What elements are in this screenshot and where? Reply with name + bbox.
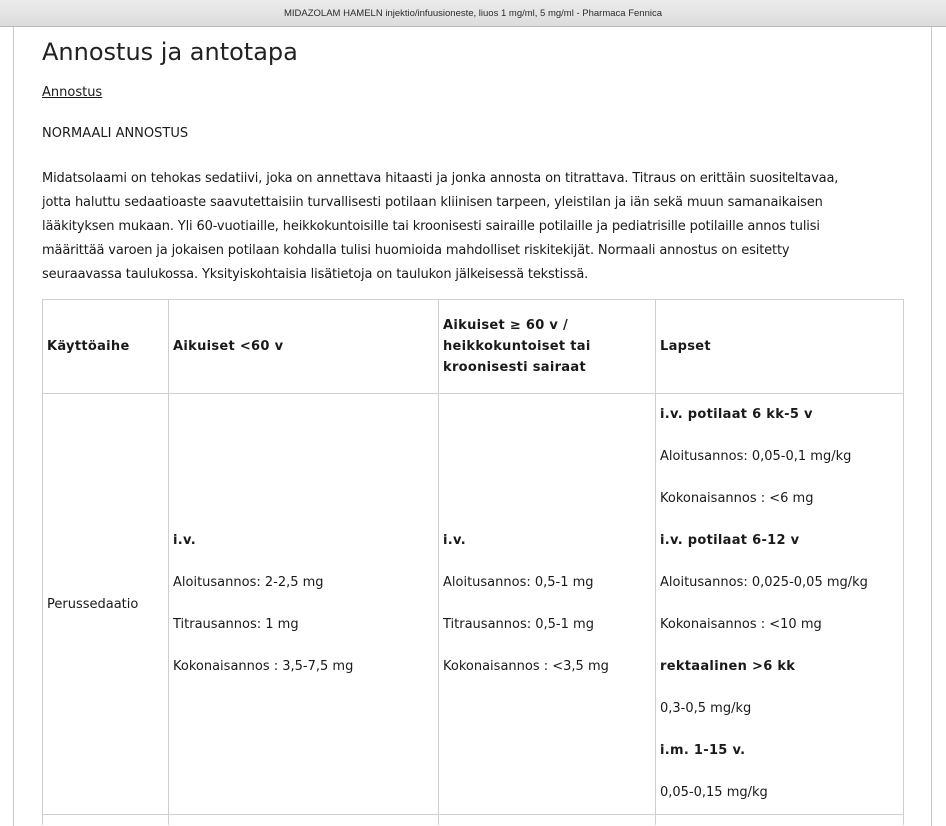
children-rectal-dose: 0,3-0,5 mg/kg bbox=[660, 701, 752, 716]
window-title: MIDAZOLAM HAMELN injektio/infuusioneste, liuos 1 mg/ml, 5 mg/ml - Pharmaca Fennica bbox=[283, 8, 663, 19]
header-elderly-line: heikkokuntoiset tai bbox=[443, 339, 591, 354]
table-row-partial bbox=[43, 815, 904, 826]
elderly-titration-dose: Titrausannos: 0,5-1 mg bbox=[443, 617, 594, 632]
children-iv-6m-5y-initial: Aloitusannos: 0,05-0,1 mg/kg bbox=[660, 449, 852, 464]
adults-initial-dose: Aloitusannos: 2-2,5 mg bbox=[173, 575, 324, 590]
children-rectal: rektaalinen >6 kk bbox=[660, 659, 796, 674]
elderly-route: i.v. bbox=[443, 533, 466, 548]
section-caps-heading: NORMAALI ANNOSTUS bbox=[42, 126, 189, 141]
page-title: Annostus ja antotapa bbox=[42, 38, 298, 66]
header-elderly-line: kroonisesti sairaat bbox=[443, 360, 586, 375]
intro-paragraph bbox=[42, 167, 904, 287]
adults-titration-dose: Titrausannos: 1 mg bbox=[173, 617, 299, 632]
cell-adults bbox=[169, 394, 439, 815]
elderly-total-dose: Kokonaisannos : <3,5 mg bbox=[443, 659, 609, 674]
table-header-row bbox=[43, 300, 904, 394]
children-im-dose: 0,05-0,15 mg/kg bbox=[660, 785, 768, 800]
table-cell bbox=[169, 815, 439, 826]
elderly-initial-dose: Aloitusannos: 0,5-1 mg bbox=[443, 575, 594, 590]
table-cell bbox=[43, 815, 169, 826]
paragraph-line: määrittää varoen ja jokaisen potilaan kohdalla tulisi huomioida mahdolliset riskitekijät. Normaali annostus on esitetty bbox=[42, 243, 790, 258]
header-indication: Käyttöaihe bbox=[43, 300, 169, 394]
children-iv-6-12y-total: Kokonaisannos : <10 mg bbox=[660, 617, 822, 632]
children-iv-6m-5y-total: Kokonaisannos : <6 mg bbox=[660, 491, 814, 506]
header-elderly-line: Aikuiset ≥ 60 v / bbox=[443, 318, 569, 333]
adults-route: i.v. bbox=[173, 533, 196, 548]
adults-total-dose: Kokonaisannos : 3,5-7,5 mg bbox=[173, 659, 354, 674]
paragraph-line: jotta haluttu sedaatioaste saavutettaisiin turvallisesti potilaan kliinisen tarpeen, yleistilan ja iän sekä muun samanaikaisen bbox=[42, 195, 823, 210]
children-iv-6-12y: i.v. potilaat 6-12 v bbox=[660, 533, 800, 548]
section-subheading: Annostus bbox=[42, 85, 103, 100]
children-im: i.m. 1-15 v. bbox=[660, 743, 746, 758]
window-title-bar bbox=[0, 0, 946, 27]
header-elderly bbox=[439, 300, 656, 394]
dosage-table bbox=[42, 299, 904, 825]
header-children: Lapset bbox=[656, 300, 904, 394]
cell-children bbox=[656, 394, 904, 815]
document-page bbox=[13, 27, 932, 826]
paragraph-line: seuraavassa taulukossa. Yksityiskohtaisia lisätietoja on taulukon jälkeisessä tekstissä. bbox=[42, 267, 589, 282]
cell-indication: Perussedaatio bbox=[43, 394, 169, 815]
cell-elderly bbox=[439, 394, 656, 815]
table-row bbox=[43, 394, 904, 815]
paragraph-line: lääkityksen mukaan. Yli 60-vuotiaille, heikkokuntoisille tai kroonisesti sairaille potilaille ja pediatrisille potilaille annos tulisi bbox=[42, 219, 820, 234]
table-cell bbox=[439, 815, 656, 826]
paragraph-line: Midatsolaami on tehokas sedatiivi, joka on annettava hitaasti ja jonka annosta on titrattava. Titraus on erittäin suositeltavaa, bbox=[42, 171, 839, 186]
table-cell bbox=[656, 815, 904, 826]
children-iv-6m-5y: i.v. potilaat 6 kk-5 v bbox=[660, 407, 813, 422]
children-iv-6-12y-initial: Aloitusannos: 0,025-0,05 mg/kg bbox=[660, 575, 868, 590]
header-adults: Aikuiset <60 v bbox=[169, 300, 439, 394]
